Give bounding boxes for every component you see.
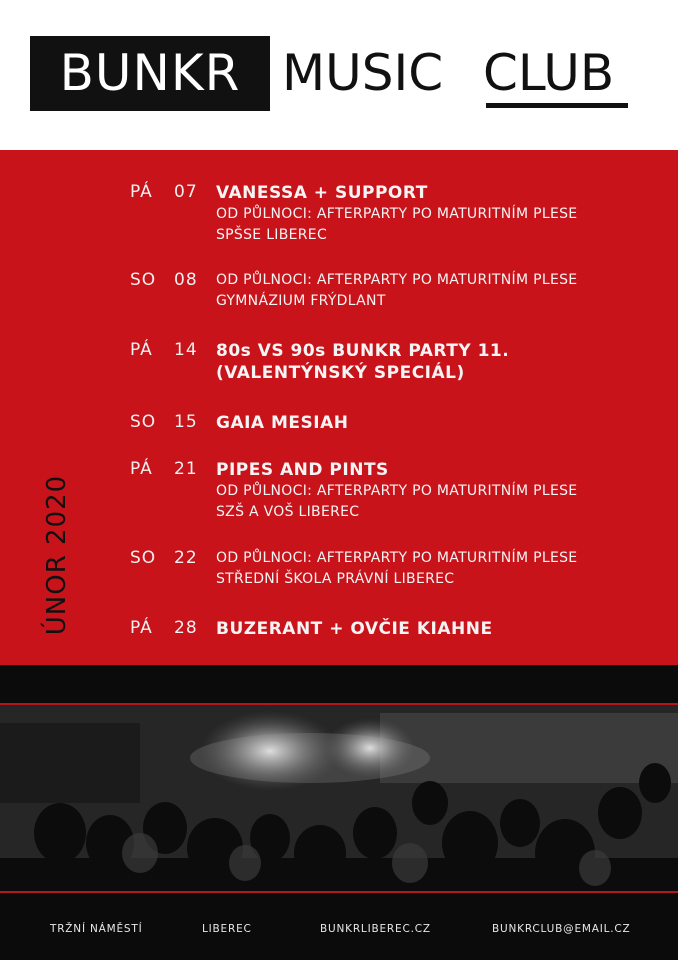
crowd-photo-graphic bbox=[0, 703, 678, 893]
program-panel bbox=[0, 150, 678, 665]
event-note: SPŠSE LIBEREC bbox=[216, 227, 328, 243]
event-note: OD PŮLNOCI: AFTERPARTY PO MATURITNÍM PLESE bbox=[216, 272, 578, 288]
logo-word-music: MUSIC bbox=[282, 44, 444, 102]
event-date: 08 bbox=[174, 270, 198, 290]
event-day: SO bbox=[130, 548, 157, 568]
event-title: 80s VS 90s BUNKR PARTY 11. bbox=[216, 341, 510, 361]
event-note: OD PŮLNOCI: AFTERPARTY PO MATURITNÍM PLESE bbox=[216, 483, 578, 499]
event-date: 07 bbox=[174, 182, 198, 202]
footer-address: TRŽNÍ NÁMĚSTÍ bbox=[50, 923, 143, 935]
event-day: SO bbox=[130, 412, 157, 432]
event-title-line2: (VALENTÝNSKÝ SPECIÁL) bbox=[216, 363, 465, 383]
poster-header bbox=[0, 0, 678, 150]
event-title: GAIA MESIAH bbox=[216, 413, 349, 433]
footer-email[interactable]: BUNKRCLUB@EMAIL.CZ bbox=[492, 923, 631, 935]
crowd-photo bbox=[0, 703, 678, 893]
photo-top-rule bbox=[0, 703, 678, 705]
event-day: PÁ bbox=[130, 182, 153, 202]
logo-underline bbox=[486, 103, 628, 108]
event-date: 14 bbox=[174, 340, 198, 360]
logo-word-club: CLUB bbox=[483, 44, 615, 102]
event-date: 28 bbox=[174, 618, 198, 638]
event-day: PÁ bbox=[130, 340, 153, 360]
event-date: 21 bbox=[174, 459, 198, 479]
month-label bbox=[42, 450, 72, 660]
event-title: VANESSA + SUPPORT bbox=[216, 183, 428, 203]
event-day: PÁ bbox=[130, 618, 153, 638]
event-note: OD PŮLNOCI: AFTERPARTY PO MATURITNÍM PLESE bbox=[216, 550, 578, 566]
event-title: PIPES AND PINTS bbox=[216, 460, 389, 480]
event-note: STŘEDNÍ ŠKOLA PRÁVNÍ LIBEREC bbox=[216, 571, 455, 587]
logo-bunkr-box bbox=[30, 36, 270, 111]
event-note: SZŠ A VOŠ LIBEREC bbox=[216, 504, 360, 520]
month-label-text: ÚNOR 2020 bbox=[42, 474, 72, 636]
event-date: 22 bbox=[174, 548, 198, 568]
footer-city: LIBEREC bbox=[202, 923, 252, 935]
event-note: GYMNÁZIUM FRÝDLANT bbox=[216, 293, 386, 309]
event-day: SO bbox=[130, 270, 157, 290]
event-day: PÁ bbox=[130, 459, 153, 479]
logo-word-bunkr: BUNKR bbox=[59, 44, 241, 102]
event-title: BUZERANT + OVČIE KIAHNE bbox=[216, 619, 493, 639]
footer-website[interactable]: BUNKRLIBEREC.CZ bbox=[320, 923, 431, 935]
event-note: OD PŮLNOCI: AFTERPARTY PO MATURITNÍM PLESE bbox=[216, 206, 578, 222]
poster-footer bbox=[0, 893, 678, 960]
event-date: 15 bbox=[174, 412, 198, 432]
